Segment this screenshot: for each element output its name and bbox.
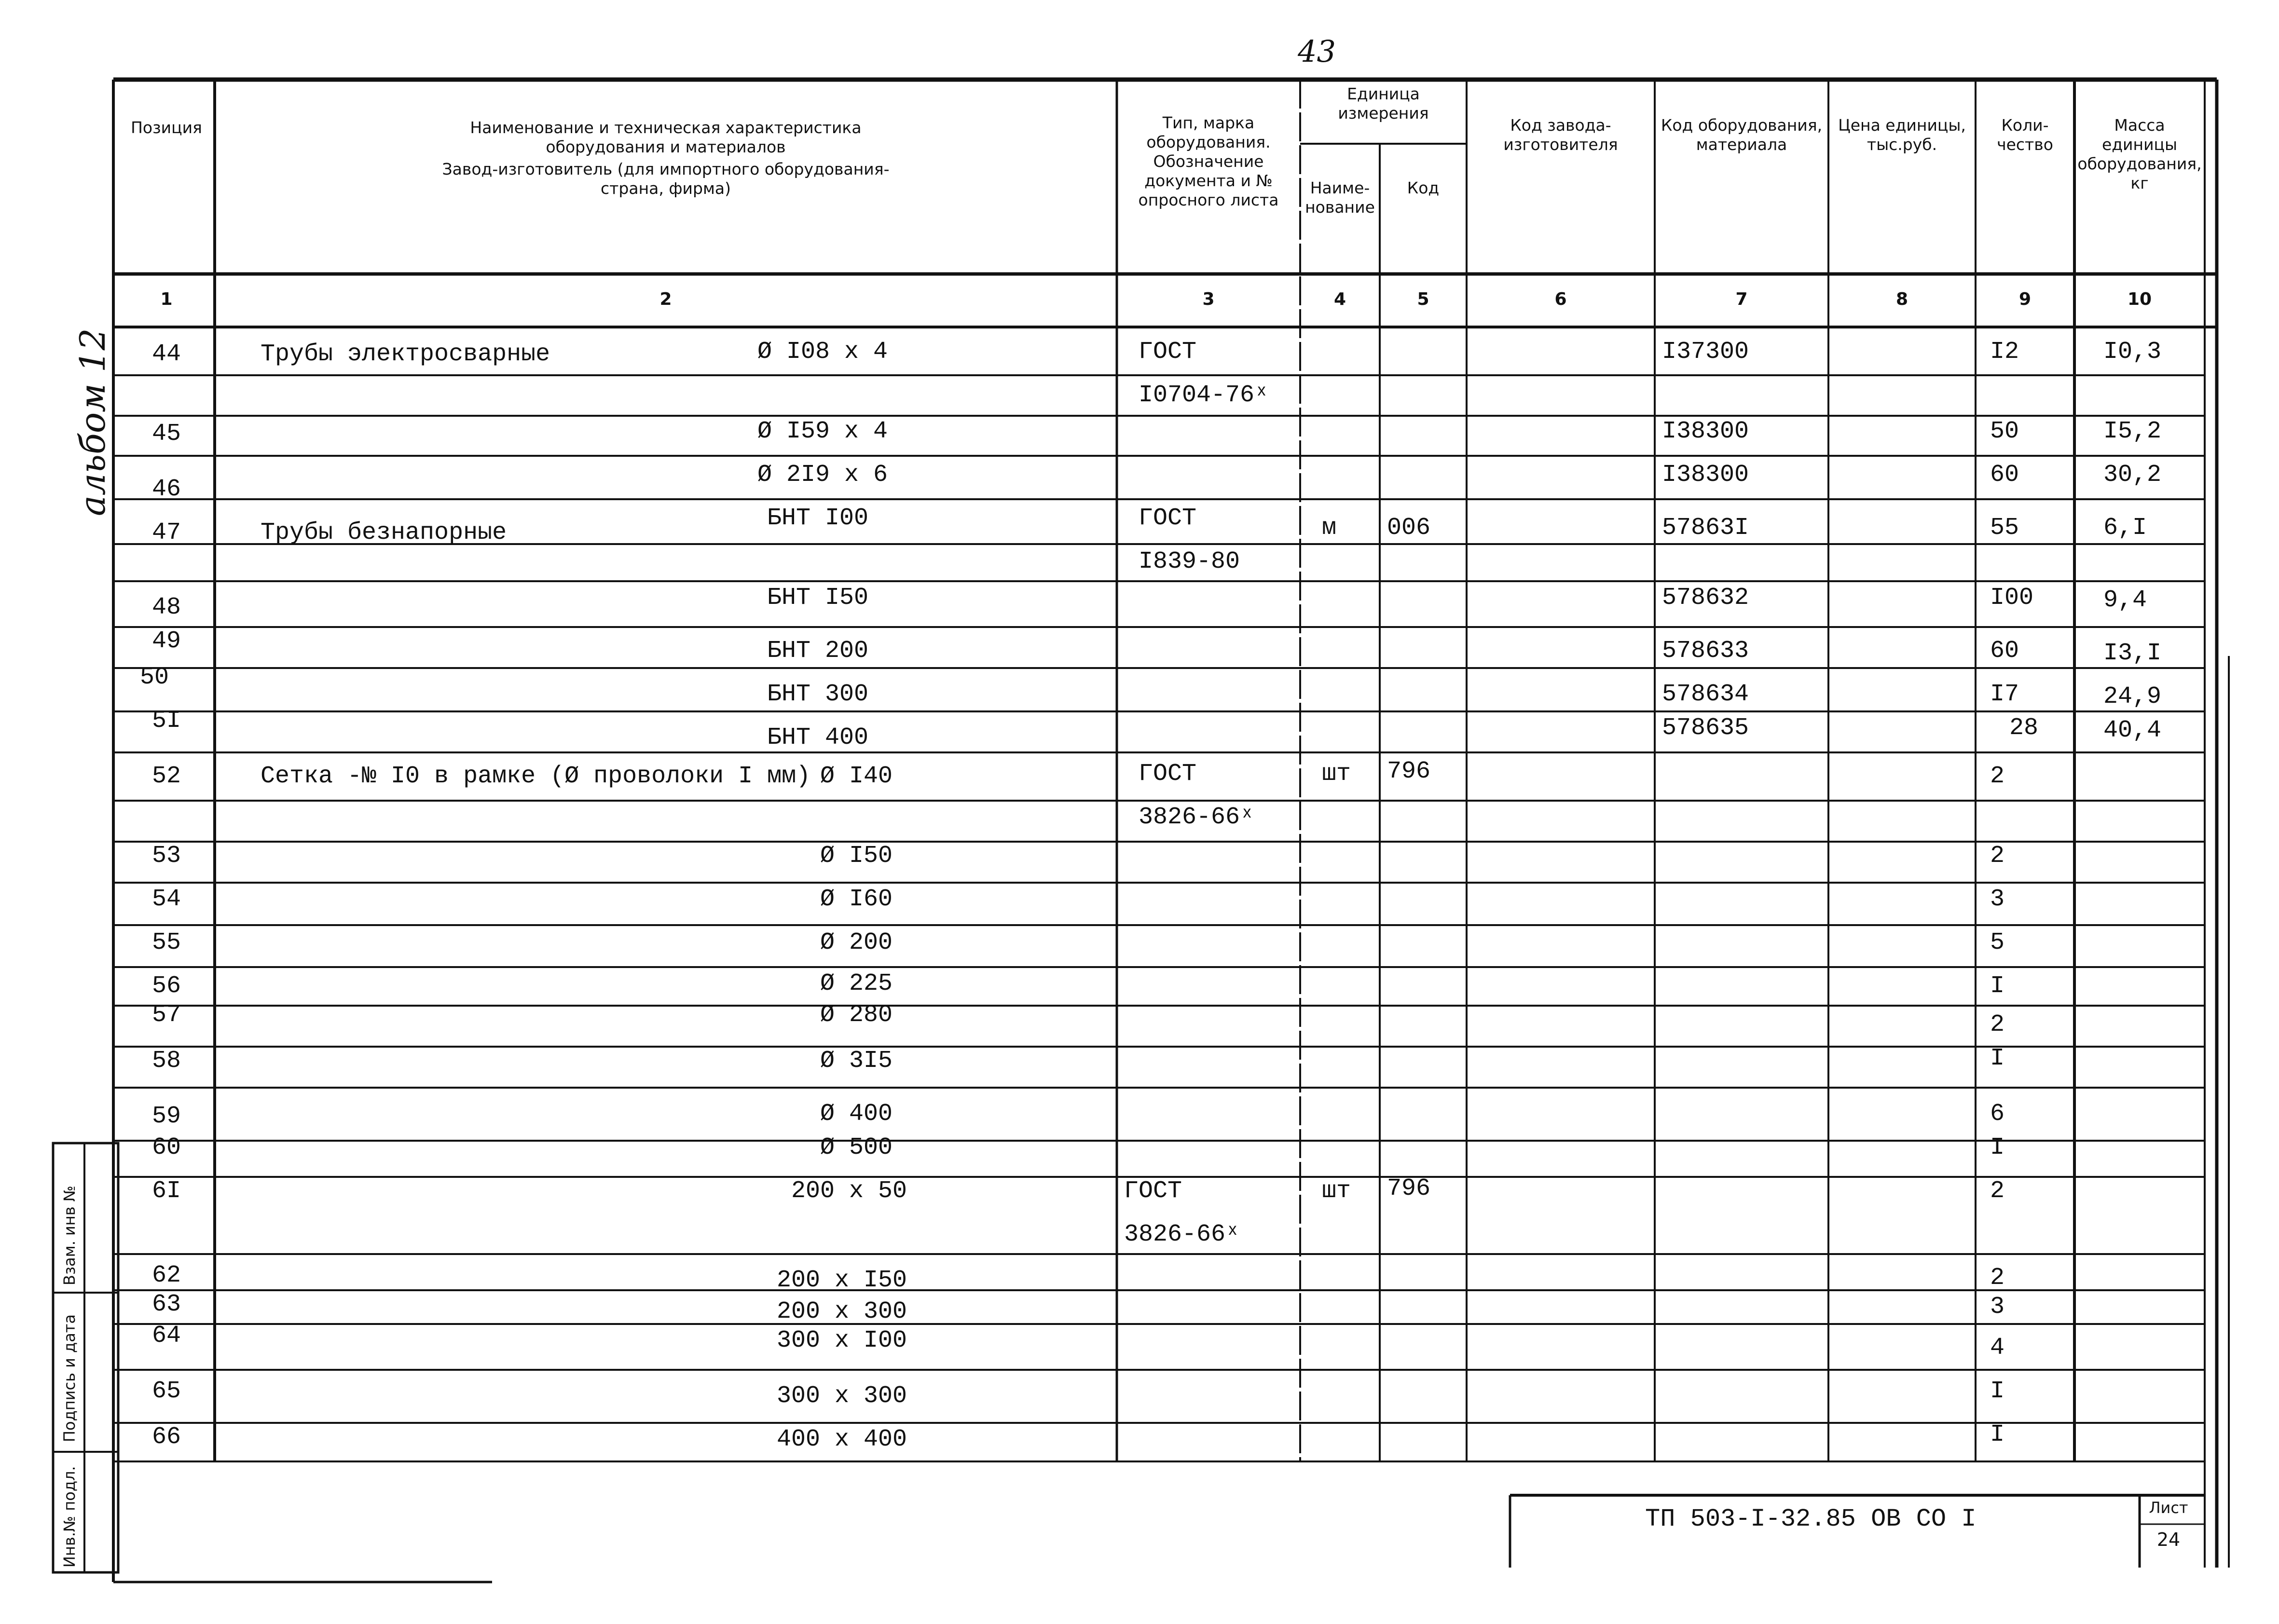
row-57-spec: Ø 280: [820, 1001, 892, 1029]
header-position: Позиция: [131, 118, 202, 137]
row-61-doc: ГОСТ: [1124, 1177, 1182, 1205]
row-47-doc: ГОСТ: [1139, 505, 1197, 532]
header-type: Тип, марка оборудования. Обозначение документа и № опросного листа: [1138, 113, 1279, 209]
row-50-code: 578634: [1662, 681, 1749, 708]
column-number-9: 9: [2018, 289, 2032, 309]
row-52-doc: ГОСТ: [1139, 760, 1197, 788]
row-44-position: 44: [151, 341, 181, 368]
row-49-position: 49: [151, 628, 181, 655]
row-52-doc-number: 3826-66ˣ: [1139, 804, 1255, 831]
row-66-qty: I: [1990, 1421, 2005, 1448]
row-56-spec: Ø 225: [820, 970, 892, 997]
row-44-code: I37300: [1662, 338, 1749, 366]
row-46-mass: 30,2: [2103, 461, 2162, 489]
header-unit-group: Единица измерения: [1338, 84, 1429, 123]
row-54-qty: 3: [1990, 886, 2005, 913]
row-65-spec: 300 x 300: [776, 1382, 907, 1410]
header-unit-name: Наиме-нование: [1305, 178, 1375, 217]
row-45-spec: Ø I59 x 4: [757, 418, 888, 445]
row-55-position: 55: [151, 929, 181, 956]
row-44-qty: I2: [1990, 338, 2019, 366]
row-44-doc: ГОСТ: [1139, 338, 1197, 366]
row-53-spec: Ø I50: [820, 842, 892, 870]
side-stamp-signature: Подпись и дата: [60, 1314, 79, 1442]
album-label: альбом 12: [72, 328, 113, 516]
row-52-name: Сетка -№ I0 в рамке (Ø проволоки I мм): [261, 763, 811, 790]
row-57-qty: 2: [1990, 1011, 2005, 1038]
row-61-doc-number: 3826-66ˣ: [1124, 1221, 1240, 1248]
row-58-qty: I: [1990, 1045, 2005, 1072]
row-47-doc-number: I839-80: [1139, 548, 1240, 575]
row-51-position: 5I: [151, 707, 181, 735]
row-52-unit: шт: [1322, 760, 1351, 788]
column-number-4: 4: [1333, 289, 1346, 309]
column-number-3: 3: [1202, 289, 1215, 309]
row-44-doc-number: I0704-76ˣ: [1139, 382, 1269, 409]
row-48-spec: БНТ I50: [767, 584, 868, 612]
row-50-spec: БНТ 300: [767, 681, 868, 708]
row-54-spec: Ø I60: [820, 886, 892, 913]
column-number-2: 2: [659, 289, 672, 309]
row-57-position: 57: [151, 1001, 181, 1029]
row-58-spec: Ø 3I5: [820, 1047, 892, 1075]
row-46-code: I38300: [1662, 461, 1749, 489]
row-65-position: 65: [151, 1378, 181, 1405]
row-64-position: 64: [151, 1322, 181, 1350]
header-mass: Масса единицы оборудования, кг: [2077, 116, 2202, 192]
header-name-line2: оборудования и материалов: [546, 137, 786, 156]
row-49-mass: I3,I: [2103, 640, 2162, 667]
column-number-8: 8: [1895, 289, 1908, 309]
row-63-qty: 3: [1990, 1293, 2005, 1321]
row-56-qty: I: [1990, 972, 2005, 1000]
title-stamp: [1510, 1493, 2214, 1584]
header-name: [220, 118, 1112, 198]
row-51-qty: 28: [2009, 714, 2039, 742]
row-47-position: 47: [151, 519, 181, 546]
row-62-spec: 200 x I50: [776, 1267, 907, 1294]
row-64-spec: 300 x I00: [776, 1327, 907, 1354]
row-44-name: Трубы электросварные: [261, 341, 550, 368]
header-quantity: Коли-чество: [1997, 116, 2053, 154]
column-number-6: 6: [1554, 289, 1567, 309]
row-45-position: 45: [151, 420, 181, 448]
column-number-5: 5: [1417, 289, 1429, 309]
row-49-spec: БНТ 200: [767, 637, 868, 665]
row-47-qty: 55: [1990, 514, 2019, 542]
row-54-position: 54: [151, 886, 181, 913]
row-47-code: 57863I: [1662, 514, 1749, 542]
document-code: ТП 503-I-32.85 ОВ СО I: [1645, 1505, 1977, 1533]
row-66-spec: 400 x 400: [776, 1426, 907, 1453]
column-number-10: 10: [2127, 289, 2152, 309]
row-61-position: 6I: [151, 1177, 181, 1205]
row-52-spec: Ø I40: [820, 763, 892, 790]
row-45-code: I38300: [1662, 418, 1749, 445]
header-name-line3: Завод-изготовитель (для импортного оборудования-: [442, 160, 890, 178]
side-stamp-replacement: Взам. инв №: [60, 1185, 79, 1285]
row-61-spec: 200 x 50: [791, 1177, 907, 1205]
row-45-mass: I5,2: [2103, 418, 2162, 445]
row-50-qty: I7: [1990, 681, 2019, 708]
row-50-mass: 24,9: [2103, 683, 2162, 710]
row-47-spec: БНТ I00: [767, 505, 868, 532]
row-60-spec: Ø 500: [820, 1134, 892, 1161]
row-50-position: 50: [139, 664, 169, 691]
row-66-position: 66: [151, 1423, 181, 1451]
row-53-position: 53: [151, 842, 181, 870]
row-59-position: 59: [151, 1103, 181, 1130]
row-51-spec: БНТ 400: [767, 724, 868, 751]
row-55-qty: 5: [1990, 929, 2005, 956]
row-48-mass: 9,4: [2103, 587, 2147, 614]
row-59-spec: Ø 400: [820, 1100, 892, 1128]
row-44-spec: Ø I08 x 4: [757, 338, 888, 366]
row-44-mass: I0,3: [2103, 338, 2162, 366]
row-55-spec: Ø 200: [820, 929, 892, 956]
row-47-mass: 6,I: [2103, 514, 2147, 542]
row-56-position: 56: [151, 972, 181, 1000]
row-51-mass: 40,4: [2103, 717, 2162, 744]
column-number-1: 1: [160, 289, 173, 309]
row-46-spec: Ø 2I9 x 6: [757, 461, 888, 489]
row-63-spec: 200 x 300: [776, 1298, 907, 1325]
column-number-7: 7: [1735, 289, 1748, 309]
header-manufacturer-code: Код завода-изготовителя: [1503, 116, 1618, 154]
row-62-position: 62: [151, 1262, 181, 1289]
header-equipment-code: Код оборудования, материала: [1661, 116, 1823, 154]
row-61-unit: шт: [1322, 1177, 1351, 1205]
row-49-qty: 60: [1990, 637, 2019, 665]
row-46-qty: 60: [1990, 461, 2019, 489]
sheet-label: Лист: [2149, 1499, 2188, 1517]
row-59-qty: 6: [1990, 1100, 2005, 1128]
row-48-position: 48: [151, 594, 181, 621]
row-52-qty: 2: [1990, 763, 2005, 790]
row-48-code: 578632: [1662, 584, 1749, 612]
header-unit-code: Код: [1407, 178, 1440, 197]
row-61-qty: 2: [1990, 1177, 2005, 1205]
row-46-position: 46: [151, 476, 181, 503]
row-53-qty: 2: [1990, 842, 2005, 870]
row-61-unit-code: 796: [1387, 1175, 1431, 1202]
row-52-unit-code: 796: [1387, 758, 1431, 785]
row-47-unit-code: 006: [1387, 514, 1431, 542]
side-stamp-inventory: Инв.№ подл.: [60, 1466, 79, 1568]
header-price: Цена единицы, тыс.руб.: [1838, 116, 1966, 154]
row-65-qty: I: [1990, 1378, 2005, 1405]
page-number: 43: [1298, 34, 1336, 69]
sheet-number: 24: [2156, 1529, 2181, 1550]
row-60-position: 60: [151, 1134, 181, 1161]
row-62-qty: 2: [1990, 1264, 2005, 1292]
header-name-line4: страна, фирма): [601, 179, 731, 198]
row-48-qty: I00: [1990, 584, 2034, 612]
row-49-code: 578633: [1662, 637, 1749, 665]
row-45-qty: 50: [1990, 418, 2019, 445]
row-47-unit: м: [1322, 514, 1337, 542]
row-58-position: 58: [151, 1047, 181, 1075]
row-51-code: 578635: [1662, 714, 1749, 742]
header-name-line1: Наименование и техническая характеристика: [470, 118, 862, 137]
row-64-qty: 4: [1990, 1334, 2005, 1362]
row-47-name: Трубы безнапорные: [261, 519, 507, 546]
row-52-position: 52: [151, 763, 181, 790]
row-63-position: 63: [151, 1291, 181, 1318]
row-60-qty: I: [1990, 1134, 2005, 1161]
